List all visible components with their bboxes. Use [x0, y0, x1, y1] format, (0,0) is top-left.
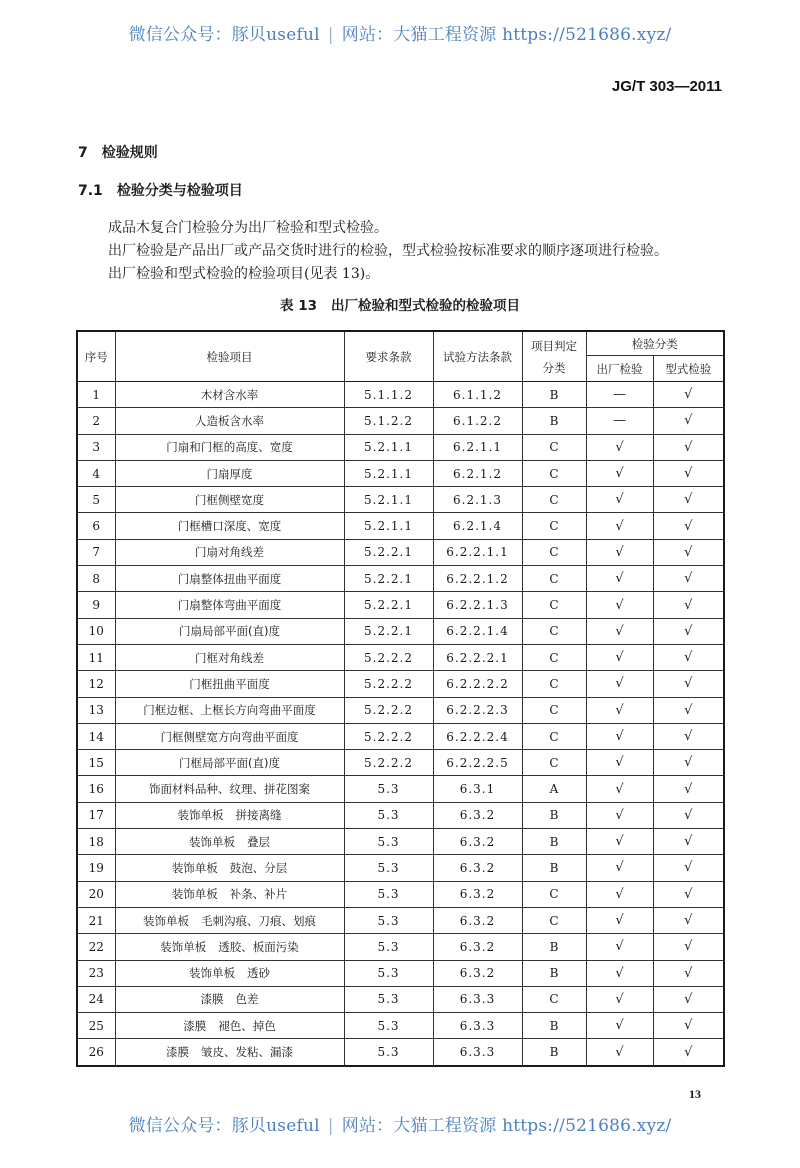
row-category: B: [522, 934, 586, 960]
row-factory-mark: —: [586, 408, 653, 434]
row-item-detail: 透砂: [247, 966, 270, 981]
row-item-name: 门扇厚度: [206, 466, 253, 481]
row-category: B: [522, 382, 586, 408]
table-title: 出厂检验和型式检验的检验项目: [331, 298, 520, 314]
row-requirement: 5.3: [344, 907, 433, 933]
row-seq: 8: [77, 566, 115, 592]
row-item: [115, 750, 344, 776]
row-requirement: 5.2.1.1: [344, 487, 433, 513]
row-test-method: 6.2.2.2.2: [433, 671, 522, 697]
table-number: 表 13: [280, 298, 317, 314]
row-requirement: 5.3: [344, 829, 433, 855]
row-item-detail: 色差: [235, 992, 259, 1007]
watermark-wechat: 微信公众号：豚贝useful: [128, 1116, 320, 1136]
row-seq: 19: [77, 855, 115, 881]
row-seq: 20: [77, 881, 115, 907]
row-category: B: [522, 1013, 586, 1039]
row-item: [115, 723, 344, 749]
row-item-detail: 叠层: [247, 834, 270, 849]
table-row: [77, 671, 724, 697]
row-seq: 10: [77, 618, 115, 644]
row-seq: 5: [77, 487, 115, 513]
row-seq: 12: [77, 671, 115, 697]
section-heading: [78, 142, 158, 162]
row-test-method: 6.2.1.2: [433, 460, 522, 486]
table-row: [77, 960, 724, 986]
row-type-mark: √: [653, 750, 724, 776]
row-item: [115, 460, 344, 486]
row-seq: 14: [77, 723, 115, 749]
subsection-number: 7.1: [78, 183, 103, 199]
row-category: C: [522, 434, 586, 460]
row-item: [115, 487, 344, 513]
table-row: [77, 750, 724, 776]
row-factory-mark: √: [586, 960, 653, 986]
row-item: [115, 566, 344, 592]
watermark-separator: |: [327, 1116, 334, 1136]
row-factory-mark: √: [586, 697, 653, 723]
row-test-method: 6.1.2.2: [433, 408, 522, 434]
row-item-name: 门框边框、上框长方向弯曲平面度: [143, 703, 316, 718]
row-type-mark: √: [653, 829, 724, 855]
row-type-mark: √: [653, 881, 724, 907]
row-factory-mark: √: [586, 750, 653, 776]
row-category: B: [522, 802, 586, 828]
row-factory-mark: √: [586, 539, 653, 565]
row-factory-mark: √: [586, 1013, 653, 1039]
row-seq: 21: [77, 907, 115, 933]
row-item-name: 装饰单板: [189, 834, 235, 849]
row-type-mark: √: [653, 855, 724, 881]
row-item: [115, 618, 344, 644]
row-requirement: 5.2.2.2: [344, 750, 433, 776]
inspection-items-table: [76, 330, 725, 1067]
row-item-detail: 毛刺沟痕、刀痕、划痕: [201, 913, 316, 928]
row-factory-mark: √: [586, 671, 653, 697]
row-category: C: [522, 644, 586, 670]
row-seq: 16: [77, 776, 115, 802]
row-item-name: 门扇整体弯曲平面度: [177, 598, 282, 613]
row-type-mark: √: [653, 802, 724, 828]
header-inspection: 检验分类: [586, 331, 724, 356]
table-row: [77, 881, 724, 907]
row-type-mark: √: [653, 697, 724, 723]
row-seq: 15: [77, 750, 115, 776]
row-requirement: 5.3: [344, 960, 433, 986]
row-item-name: 装饰单板: [171, 860, 218, 875]
table-row: [77, 592, 724, 618]
row-requirement: 5.2.2.2: [344, 644, 433, 670]
row-type-mark: √: [653, 723, 724, 749]
row-requirement: 5.2.2.2: [344, 697, 433, 723]
row-type-mark: √: [653, 644, 724, 670]
table-caption: [0, 294, 800, 314]
row-item: [115, 776, 344, 802]
row-category: C: [522, 513, 586, 539]
row-test-method: 6.3.2: [433, 881, 522, 907]
row-item-name: 门框扭曲平面度: [189, 676, 270, 691]
row-item-name: 门框侧壁宽方向弯曲平面度: [160, 729, 299, 744]
row-item-name: 门框侧壁宽度: [195, 492, 264, 507]
paragraph: 出厂检验和型式检验的检验项目(见表 13)。: [108, 266, 380, 282]
row-item-detail: 鼓泡、分层: [229, 860, 288, 875]
row-requirement: 5.3: [344, 855, 433, 881]
table-row: [77, 723, 724, 749]
row-factory-mark: √: [586, 829, 653, 855]
table-row: [77, 618, 724, 644]
row-test-method: 6.3.2: [433, 829, 522, 855]
row-seq: 11: [77, 644, 115, 670]
row-test-method: 6.2.2.2.3: [433, 697, 522, 723]
row-item-name: 人造板含水率: [195, 413, 264, 428]
row-factory-mark: √: [586, 644, 653, 670]
row-requirement: 5.1.2.2: [344, 408, 433, 434]
table-row: [77, 513, 724, 539]
watermark-separator: |: [327, 25, 334, 45]
table-row: [77, 802, 724, 828]
row-category: C: [522, 907, 586, 933]
row-item: [115, 671, 344, 697]
row-type-mark: √: [653, 934, 724, 960]
row-type-mark: √: [653, 487, 724, 513]
row-item: [115, 986, 344, 1012]
row-category: C: [522, 618, 586, 644]
table-row: [77, 829, 724, 855]
row-item: [115, 802, 344, 828]
row-factory-mark: √: [586, 881, 653, 907]
row-test-method: 6.2.2.1.4: [433, 618, 522, 644]
row-requirement: 5.3: [344, 1039, 433, 1066]
row-type-mark: √: [653, 1039, 724, 1066]
row-factory-mark: √: [586, 723, 653, 749]
row-test-method: 6.2.1.3: [433, 487, 522, 513]
row-item: [115, 513, 344, 539]
row-factory-mark: √: [586, 855, 653, 881]
row-type-mark: √: [653, 566, 724, 592]
header-test-method: 试验方法条款: [433, 331, 522, 382]
row-category: C: [522, 566, 586, 592]
row-factory-mark: √: [586, 460, 653, 486]
row-item: [115, 644, 344, 670]
table-row: [77, 434, 724, 460]
header-category: 项目判定分类: [522, 331, 586, 382]
row-category: C: [522, 592, 586, 618]
watermark-website: 网站：大猫工程资源 https://521686.xyz/: [341, 25, 672, 45]
row-factory-mark: √: [586, 592, 653, 618]
row-category: C: [522, 671, 586, 697]
table-row: [77, 382, 724, 408]
row-factory-mark: √: [586, 934, 653, 960]
row-seq: 3: [77, 434, 115, 460]
table-row: [77, 460, 724, 486]
header-factory: 出厂检验: [586, 356, 653, 382]
row-type-mark: √: [653, 460, 724, 486]
row-item: [115, 1013, 344, 1039]
row-requirement: 5.2.1.1: [344, 434, 433, 460]
row-type-mark: √: [653, 986, 724, 1012]
row-item-name: 漆膜: [183, 1018, 207, 1033]
row-type-mark: √: [653, 776, 724, 802]
row-item-name: 漆膜: [200, 992, 224, 1007]
subsection-heading: [78, 180, 243, 200]
header-item: 检验项目: [115, 331, 344, 382]
row-category: B: [522, 1039, 586, 1066]
row-category: C: [522, 487, 586, 513]
row-seq: 25: [77, 1013, 115, 1039]
row-item-name: 装饰单板: [189, 966, 235, 981]
row-requirement: 5.3: [344, 986, 433, 1012]
row-seq: 13: [77, 697, 115, 723]
row-factory-mark: √: [586, 907, 653, 933]
table-row: [77, 934, 724, 960]
row-seq: 18: [77, 829, 115, 855]
row-test-method: 6.3.1: [433, 776, 522, 802]
row-seq: 23: [77, 960, 115, 986]
row-category: C: [522, 723, 586, 749]
row-test-method: 6.3.2: [433, 934, 522, 960]
row-test-method: 6.2.2.1.3: [433, 592, 522, 618]
row-category: B: [522, 408, 586, 434]
row-test-method: 6.3.2: [433, 855, 522, 881]
row-type-mark: √: [653, 408, 724, 434]
watermark-bottom: [0, 1111, 800, 1136]
row-type-mark: √: [653, 513, 724, 539]
row-factory-mark: √: [586, 487, 653, 513]
row-category: A: [522, 776, 586, 802]
paragraph: 成品木复合门检验分为出厂检验和型式检验。: [108, 220, 388, 236]
row-item: [115, 539, 344, 565]
row-test-method: 6.2.2.2.4: [433, 723, 522, 749]
section-title: 检验规则: [101, 145, 158, 161]
table-row: [77, 566, 724, 592]
row-seq: 24: [77, 986, 115, 1012]
row-requirement: 5.3: [344, 802, 433, 828]
row-item: [115, 934, 344, 960]
row-factory-mark: √: [586, 802, 653, 828]
row-seq: 4: [77, 460, 115, 486]
row-item-name: 门框对角线差: [195, 650, 264, 665]
row-category: B: [522, 960, 586, 986]
row-type-mark: √: [653, 907, 724, 933]
row-test-method: 6.2.2.2.5: [433, 750, 522, 776]
table-row: [77, 487, 724, 513]
watermark-website: 网站：大猫工程资源 https://521686.xyz/: [341, 1116, 672, 1136]
row-item: [115, 408, 344, 434]
header-type: 型式检验: [653, 356, 724, 382]
standard-code: JG/T 303—2011: [611, 78, 722, 95]
row-item-name: 门框槽口深度、宽度: [177, 519, 282, 534]
row-factory-mark: √: [586, 776, 653, 802]
row-seq: 6: [77, 513, 115, 539]
row-factory-mark: √: [586, 618, 653, 644]
watermark-wechat: 微信公众号：豚贝useful: [128, 25, 320, 45]
row-test-method: 6.2.1.1: [433, 434, 522, 460]
row-item-name: 装饰单板: [177, 808, 224, 823]
row-test-method: 6.2.2.1.1: [433, 539, 522, 565]
row-test-method: 6.3.2: [433, 960, 522, 986]
row-item: [115, 382, 344, 408]
row-requirement: 5.2.1.1: [344, 460, 433, 486]
row-seq: 17: [77, 802, 115, 828]
table-row: [77, 986, 724, 1012]
row-category: C: [522, 539, 586, 565]
row-requirement: 5.2.2.1: [344, 618, 433, 644]
row-type-mark: √: [653, 618, 724, 644]
row-test-method: 6.3.2: [433, 802, 522, 828]
row-factory-mark: —: [586, 382, 653, 408]
row-item-detail: 皱皮、发粘、漏漆: [201, 1045, 293, 1060]
row-test-method: 6.2.2.2.1: [433, 644, 522, 670]
row-seq: 2: [77, 408, 115, 434]
row-requirement: 5.3: [344, 1013, 433, 1039]
row-item: [115, 697, 344, 723]
row-test-method: 6.3.3: [433, 1039, 522, 1066]
row-type-mark: √: [653, 960, 724, 986]
row-item-name: 装饰单板: [160, 939, 207, 954]
row-seq: 1: [77, 382, 115, 408]
row-seq: 26: [77, 1039, 115, 1066]
row-type-mark: √: [653, 539, 724, 565]
row-test-method: 6.3.3: [433, 986, 522, 1012]
row-test-method: 6.3.3: [433, 1013, 522, 1039]
row-item-detail: 拼接离缝: [235, 808, 282, 823]
row-factory-mark: √: [586, 434, 653, 460]
row-item: [115, 960, 344, 986]
row-item: [115, 907, 344, 933]
row-item-name: 饰面材料品种、纹理、拼花图案: [149, 782, 310, 797]
row-category: C: [522, 697, 586, 723]
subsection-title: 检验分类与检验项目: [116, 183, 243, 199]
row-requirement: 5.3: [344, 881, 433, 907]
row-item-name: 门扇整体扭曲平面度: [177, 571, 282, 586]
row-requirement: 5.2.2.2: [344, 671, 433, 697]
row-requirement: 5.2.2.2: [344, 723, 433, 749]
table-row: [77, 776, 724, 802]
row-test-method: 6.2.1.4: [433, 513, 522, 539]
row-item: [115, 1039, 344, 1066]
row-item: [115, 881, 344, 907]
row-test-method: 6.1.1.2: [433, 382, 522, 408]
row-type-mark: √: [653, 1013, 724, 1039]
row-factory-mark: √: [586, 1039, 653, 1066]
section-number: 7: [78, 145, 88, 161]
row-item-name: 门框局部平面(直)度: [179, 755, 280, 770]
table-row: [77, 697, 724, 723]
header-requirement: 要求条款: [344, 331, 433, 382]
row-category: C: [522, 750, 586, 776]
row-item-name: 装饰单板: [143, 913, 189, 928]
table-body: [77, 382, 724, 1066]
table-row: [77, 907, 724, 933]
row-requirement: 5.2.2.1: [344, 566, 433, 592]
row-requirement: 5.3: [344, 934, 433, 960]
table-row: [77, 1039, 724, 1066]
row-factory-mark: √: [586, 986, 653, 1012]
row-category: B: [522, 829, 586, 855]
row-seq: 22: [77, 934, 115, 960]
row-category: C: [522, 986, 586, 1012]
row-type-mark: √: [653, 671, 724, 697]
row-category: C: [522, 460, 586, 486]
row-test-method: 6.2.2.1.2: [433, 566, 522, 592]
row-seq: 9: [77, 592, 115, 618]
table-row: [77, 1013, 724, 1039]
row-item-name: 木材含水率: [200, 387, 259, 402]
table-row: [77, 855, 724, 881]
row-item-name: 装饰单板: [171, 887, 218, 902]
row-item-name: 门扇对角线差: [195, 545, 264, 560]
row-item-detail: 透胶、板面污染: [218, 939, 299, 954]
row-requirement: 5.2.2.1: [344, 592, 433, 618]
row-item: [115, 434, 344, 460]
watermark-top: [0, 20, 800, 45]
page-number: 13: [689, 1087, 701, 1101]
row-item-name: 漆膜: [166, 1045, 189, 1060]
row-category: C: [522, 881, 586, 907]
row-test-method: 6.3.2: [433, 907, 522, 933]
row-item-detail: 补条、补片: [229, 887, 288, 902]
row-type-mark: √: [653, 382, 724, 408]
row-category: B: [522, 855, 586, 881]
row-item-name: 门扇局部平面(直)度: [179, 624, 280, 639]
row-requirement: 5.2.1.1: [344, 513, 433, 539]
paragraph: 出厂检验是产品出厂或产品交货时进行的检验，型式检验按标准要求的顺序逐项进行检验。: [108, 243, 668, 259]
row-type-mark: √: [653, 434, 724, 460]
row-seq: 7: [77, 539, 115, 565]
table-row: [77, 539, 724, 565]
row-item-detail: 褪色、掉色: [218, 1018, 276, 1033]
row-factory-mark: √: [586, 513, 653, 539]
row-requirement: 5.3: [344, 776, 433, 802]
table-row: [77, 644, 724, 670]
table-row: [77, 408, 724, 434]
row-item-name: 门扇和门框的高度、宽度: [166, 440, 293, 455]
header-seq: 序号: [77, 331, 115, 382]
row-requirement: 5.1.1.2: [344, 382, 433, 408]
row-factory-mark: √: [586, 566, 653, 592]
row-type-mark: √: [653, 592, 724, 618]
row-requirement: 5.2.2.1: [344, 539, 433, 565]
row-item: [115, 829, 344, 855]
row-item: [115, 855, 344, 881]
row-item: [115, 592, 344, 618]
